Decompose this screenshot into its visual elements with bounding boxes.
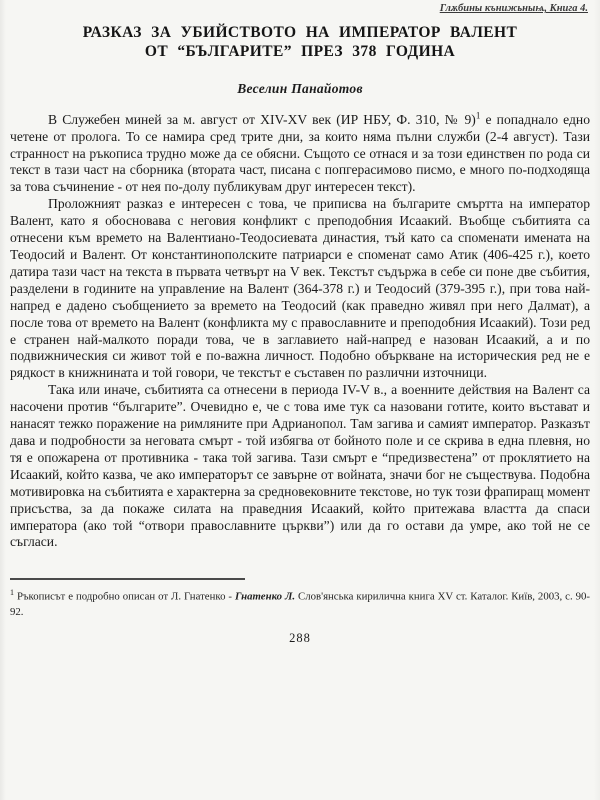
footnote-marker: 1 xyxy=(10,588,14,598)
paragraph-3: Така или иначе, събитията са отнесени в периода IV-V в., а военните действия на Валент са насочени против “българите”. Очевидно е, че с това име тук са назовани готите, които въстават и нанасят тежко поражение на римляните при Адрианопол. Там загива и самият император. Разказът дава и подробности за неговата смърт - той избягва от бойното поле и се скрива в една плевня, но тя е опожарена от противника - така той загива. Тази смърт е “предизвестена” от проклятието на Исаакий, който казва, че ако императорът се завърне от войната, значи бог не съществува. Подобна мотивировка на събитията е характерна за средновековните текстове, но тук този фрапиращ момент присъства, за да покаже силата на праведния Исаакий, който притежава властта да спаси императора (ако той “отвори православните църкви”) или да го остави да умре, ако той не се съгласи. xyxy=(10,382,590,550)
article-body xyxy=(10,112,590,552)
page-number: 288 xyxy=(289,630,311,645)
footnote-reference-author: Гнатенко Л. xyxy=(234,590,296,603)
footnote xyxy=(10,585,590,620)
footnote-reference-mark: 1 xyxy=(475,110,481,121)
running-head xyxy=(10,3,588,14)
paragraph-1-text-before-ref: В Служебен миней за м. август от XIV-XV век (ИР НБУ, Ф. 310, № 9) xyxy=(48,111,476,127)
footnote-text-after: Слов'янська кирилична книга XV ст. Каталог. Київ, 2003, с. 90-92. xyxy=(10,590,590,618)
author-name: Веселин Панайотов xyxy=(237,80,363,96)
footnote-separator xyxy=(10,578,245,580)
running-head-text: Глѫбины кънижьныѩ, Книга 4. xyxy=(439,3,588,14)
page-title-line2: ОТ “БЪЛГАРИТЕ” ПРЕЗ 378 ГОДИНА xyxy=(144,43,456,61)
paragraph-1-text-after-ref: е попаднало едно четене от пролога. То се намира сред трите дни, за които няма пълни служби (2-4 август). Тази странност на ръкописа трудно може да се обясни. Същото се отнася и за този единствен по рода си текст в тази част на сборника (втората част, писана с попгерасимово писмо, е много по-подходяща за това съчинение - от нея по-долу публикувам друг интересен текст). xyxy=(10,111,590,195)
page-title xyxy=(10,23,590,62)
page-title-line1: РАЗКАЗ ЗА УБИЙСТВОТО НА ИМПЕРАТОР ВАЛЕНТ xyxy=(82,24,518,41)
paragraph-2: Проложният разказ е интересен с това, че приписва на българите смъртта на император Валент, като я обосновава с неговия конфликт с преподобния Исаакий. Въобще събитията са отнесени към времето на Валентиано-Теодосиевата династия, тъй като са споменати имената на Теодосий и Валент. От константинополските патриарси е споменат само Атик (406-425 г.), което датира тази част на текста в първата четвърт на V век. Текстът съдържа в себе си поне две събития, разделени в годините на управление на Валент (364-378 г.) и Теодосий (379-395 г.), при това най-напред е дадено съобщението за времето на Теодосий (как праведно живял при него Далмат), а после това от времето на Валент (конфликта му с православните и преподобния Исаакий). Този ред е странен най-малкото поради това, че в заглавието най-напред е назован Исаакий, а и по подвижническия си живот той е по-важна личност. Подобно объркване на историческия ред не е рядкост в книжнината и той говори, че текстът е съставен по различни източници. xyxy=(10,196,590,381)
paragraph-1 xyxy=(10,112,590,197)
footnote-text-before: Ръкописът е подробно описан от Л. Гнатенко - xyxy=(14,590,235,603)
